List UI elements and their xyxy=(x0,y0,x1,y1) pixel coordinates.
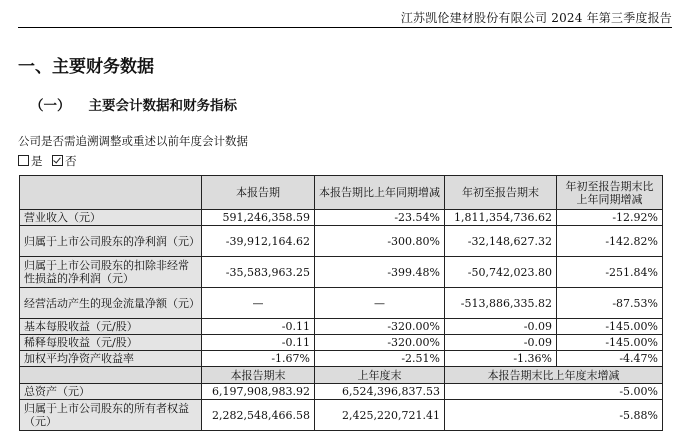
cell-value: -0.09 xyxy=(445,319,557,335)
cell-value: 6,524,396,837.53 xyxy=(315,384,445,400)
header-prior-year-end: 上年度末 xyxy=(315,367,445,384)
option-yes-label: 是 xyxy=(31,154,43,168)
header-ytd: 年初至报告期末 xyxy=(445,176,557,210)
cell-value: -145.00% xyxy=(557,319,663,335)
table-row xyxy=(20,257,663,288)
cell-value: 2,425,220,721.41 xyxy=(315,400,445,431)
cell-value: 591,246,358.59 xyxy=(202,210,315,226)
header-cell-blank xyxy=(20,176,202,210)
header-period-end: 本报告期末 xyxy=(202,367,315,384)
option-no-label: 否 xyxy=(65,154,77,168)
row-label: 经营活动产生的现金流量净额（元） xyxy=(20,288,202,319)
table-row xyxy=(20,400,663,431)
subsection-title xyxy=(30,94,237,114)
table-row xyxy=(20,319,663,335)
row-label: 归属于上市公司股东的净利润（元） xyxy=(20,226,202,257)
cell-value: 1,811,354,736.62 xyxy=(445,210,557,226)
cell-value: -5.00% xyxy=(445,384,663,400)
header-current-period: 本报告期 xyxy=(202,176,315,210)
report-header-title: 江苏凯伦建材股份有限公司 2024 年第三季度报告 xyxy=(400,11,672,25)
cell-value: 6,197,908,983.92 xyxy=(202,384,315,400)
cell-value: -0.11 xyxy=(202,319,315,335)
restatement-options xyxy=(18,153,83,169)
cell-value: -1.36% xyxy=(445,351,557,367)
cell-value: -145.00% xyxy=(557,335,663,351)
cell-value: — xyxy=(315,288,445,319)
row-label: 稀释每股收益（元/股） xyxy=(20,335,202,351)
cell-value: -320.00% xyxy=(315,335,445,351)
cell-value: -513,886,335.82 xyxy=(445,288,557,319)
row-label: 加权平均净资产收益率 xyxy=(20,351,202,367)
option-no[interactable] xyxy=(52,154,77,168)
header-ytd-change: 年初至报告期末比上年同期增减 xyxy=(557,176,663,210)
table-row xyxy=(20,226,663,257)
cell-value: -300.80% xyxy=(315,226,445,257)
table-row xyxy=(20,288,663,319)
cell-value: -0.11 xyxy=(202,335,315,351)
cell-value: -2.51% xyxy=(315,351,445,367)
header-period-end-change: 本报告期末比上年度末增减 xyxy=(445,367,663,384)
cell-value: -32,148,627.32 xyxy=(445,226,557,257)
subsection-text: 主要会计数据和财务指标 xyxy=(88,98,237,114)
cell-value: -5.88% xyxy=(445,400,663,431)
table-row xyxy=(20,335,663,351)
cell-value: 2,282,548,466.58 xyxy=(202,400,315,431)
header-divider xyxy=(18,27,672,28)
checkbox-unchecked-icon xyxy=(18,155,29,166)
table-row xyxy=(20,351,663,367)
cell-value: — xyxy=(202,288,315,319)
cell-value: -35,583,963.25 xyxy=(202,257,315,288)
row-label: 总资产（元） xyxy=(20,384,202,400)
cell-value: -50,742,023.80 xyxy=(445,257,557,288)
row-label: 营业收入（元） xyxy=(20,210,202,226)
row-label: 基本每股收益（元/股） xyxy=(20,319,202,335)
financial-data-table xyxy=(19,175,663,431)
section-title: 一、主要财务数据 xyxy=(18,57,154,77)
header-current-period-change: 本报告期比上年同期增减 xyxy=(315,176,445,210)
cell-value: -12.92% xyxy=(557,210,663,226)
cell-value: -4.47% xyxy=(557,351,663,367)
row-label: 归属于上市公司股东的所有者权益（元） xyxy=(20,400,202,431)
subsection-number: （一） xyxy=(30,98,71,114)
table-row xyxy=(20,384,663,400)
restatement-question: 公司是否需追溯调整或重述以前年度会计数据 xyxy=(18,134,248,148)
header-cell-blank xyxy=(20,367,202,384)
cell-value: -39,912,164.62 xyxy=(202,226,315,257)
table-row xyxy=(20,210,663,226)
cell-value: -142.82% xyxy=(557,226,663,257)
option-yes[interactable] xyxy=(18,154,43,168)
cell-value: -251.84% xyxy=(557,257,663,288)
cell-value: -399.48% xyxy=(315,257,445,288)
table-header-row xyxy=(20,176,663,210)
cell-value: -87.53% xyxy=(557,288,663,319)
cell-value: -0.09 xyxy=(445,335,557,351)
table-header-row-2 xyxy=(20,367,663,384)
row-label: 归属于上市公司股东的扣除非经常性损益的净利润（元） xyxy=(20,257,202,288)
cell-value: -1.67% xyxy=(202,351,315,367)
checkbox-checked-icon xyxy=(52,155,63,166)
cell-value: -23.54% xyxy=(315,210,445,226)
cell-value: -320.00% xyxy=(315,319,445,335)
